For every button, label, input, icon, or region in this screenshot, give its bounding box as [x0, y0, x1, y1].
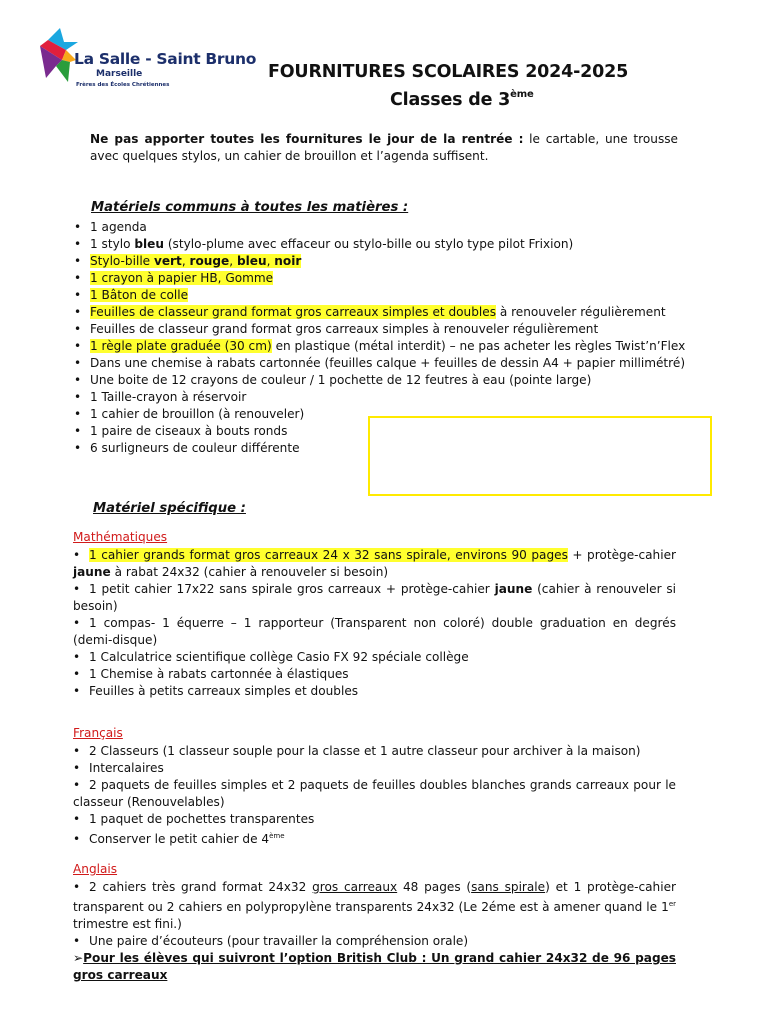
- list-item: • Feuilles de classeur grand format gros carreaux simples et doubles à renouveler régulièrement: [74, 304, 685, 321]
- list-item: • 1 Bâton de colle: [74, 287, 685, 304]
- logo-city: Marseille: [96, 69, 143, 79]
- list-item: • 1 compas- 1 équerre – 1 rapporteur (Transparent non coloré) double graduation en degrés (demi-disque): [73, 616, 676, 647]
- list-item: • 1 règle plate graduée (30 cm) en plastique (métal interdit) – ne pas acheter les règles Twist’n’Flex: [74, 338, 685, 355]
- math-block: [73, 547, 676, 700]
- list-item: • 2 paquets de feuilles simples et 2 paquets de feuilles doubles blanches grands carreaux pour le classeur (Renouvelables): [73, 778, 676, 809]
- list-item: • 1 cahier de brouillon (à renouveler): [74, 406, 685, 423]
- intro-bold: Ne pas apporter toutes les fournitures le jour de la rentrée :: [90, 132, 524, 146]
- list-item: • Une boite de 12 crayons de couleur / 1 pochette de 12 feutres à eau (pointe large): [74, 372, 685, 389]
- list-item: • Conserver le petit cahier de 4ème: [73, 832, 285, 846]
- list-item: • 6 surligneurs de couleur différente: [74, 440, 685, 457]
- list-item: • 2 cahiers très grand format 24x32 gros carreaux 48 pages (sans spirale) et 1 protège-cahier transparent ou 2 cahiers en polypropylène transparents 24x32 (Le 2éme est à amener quand le 1er trimestre est fini.): [73, 880, 676, 931]
- school-logo: [38, 26, 257, 96]
- list-item: • 1 petit cahier 17x22 sans spirale gros carreaux + protège-cahier jaune (cahier à renouveler si besoin): [73, 582, 676, 613]
- english-block: [73, 879, 676, 984]
- list-item: • 1 paquet de pochettes transparentes: [73, 812, 315, 826]
- arrow-icon: ➢: [73, 951, 84, 965]
- french-block: [73, 743, 676, 848]
- list-item: • Dans une chemise à rabats cartonnée (feuilles calque + feuilles de dessin A4 + papier millimétré): [74, 355, 685, 372]
- list-item: • 1 agenda: [74, 219, 685, 236]
- list-item: • Stylo-bille vert, rouge, bleu, noir: [74, 253, 685, 270]
- list-item: • 1 Chemise à rabats cartonnée à élastiques: [73, 667, 349, 681]
- list-item: • Intercalaires: [73, 761, 164, 775]
- list-item: • 1 cahier grands format gros carreaux 24 x 32 sans spirale, environs 90 pages + protège-cahier jaune à rabat 24x32 (cahier à renouveler si besoin): [73, 548, 676, 579]
- page-subtitle: Classes de 3ème: [390, 89, 534, 110]
- intro-rest: le cartable, une trousse avec quelques stylos, un cahier de brouillon et l’agenda suffisent.: [90, 132, 678, 163]
- section-common-title: Matériels communs à toutes les matières :: [91, 200, 409, 215]
- list-item: • 1 crayon à papier HB, Gomme: [74, 270, 685, 287]
- subject-english-label: Anglais: [73, 862, 118, 876]
- list-item: • Une paire d’écouteurs (pour travailler la compréhension orale): [73, 934, 469, 948]
- section-specific-title: Matériel spécifique :: [93, 501, 246, 516]
- list-item: • Feuilles à petits carreaux simples et doubles: [73, 684, 359, 698]
- logo-subtitle: Frères des Écoles Chrétiennes: [76, 82, 170, 88]
- intro-paragraph: [90, 131, 678, 165]
- page-title: FOURNITURES SCOLAIRES 2024-2025: [268, 62, 629, 82]
- logo-name: La Salle - Saint Bruno: [74, 50, 257, 68]
- yellow-frame: [368, 416, 712, 496]
- star-logo-icon: [38, 26, 78, 86]
- list-item: • 1 Calculatrice scientifique collège Casio FX 92 spéciale collège: [73, 650, 469, 664]
- list-item: • 1 paire de ciseaux à bouts ronds: [74, 423, 685, 440]
- list-item: ➢Pour les élèves qui suivront l’option British Club : Un grand cahier 24x32 de 96 pages gros carreaux: [73, 951, 676, 982]
- subject-math-label: Mathématiques: [73, 530, 168, 544]
- list-item: • 2 Classeurs (1 classeur souple pour la classe et 1 autre classeur pour archiver à la maison): [73, 744, 641, 758]
- list-item: • 1 stylo bleu (stylo-plume avec effaceur ou stylo-bille ou stylo type pilot Frixion): [74, 236, 685, 253]
- subject-french-label: Français: [73, 726, 123, 740]
- list-item: • Feuilles de classeur grand format gros carreaux simples à renouveler régulièrement: [74, 321, 685, 338]
- list-item: • 1 Taille-crayon à réservoir: [74, 389, 685, 406]
